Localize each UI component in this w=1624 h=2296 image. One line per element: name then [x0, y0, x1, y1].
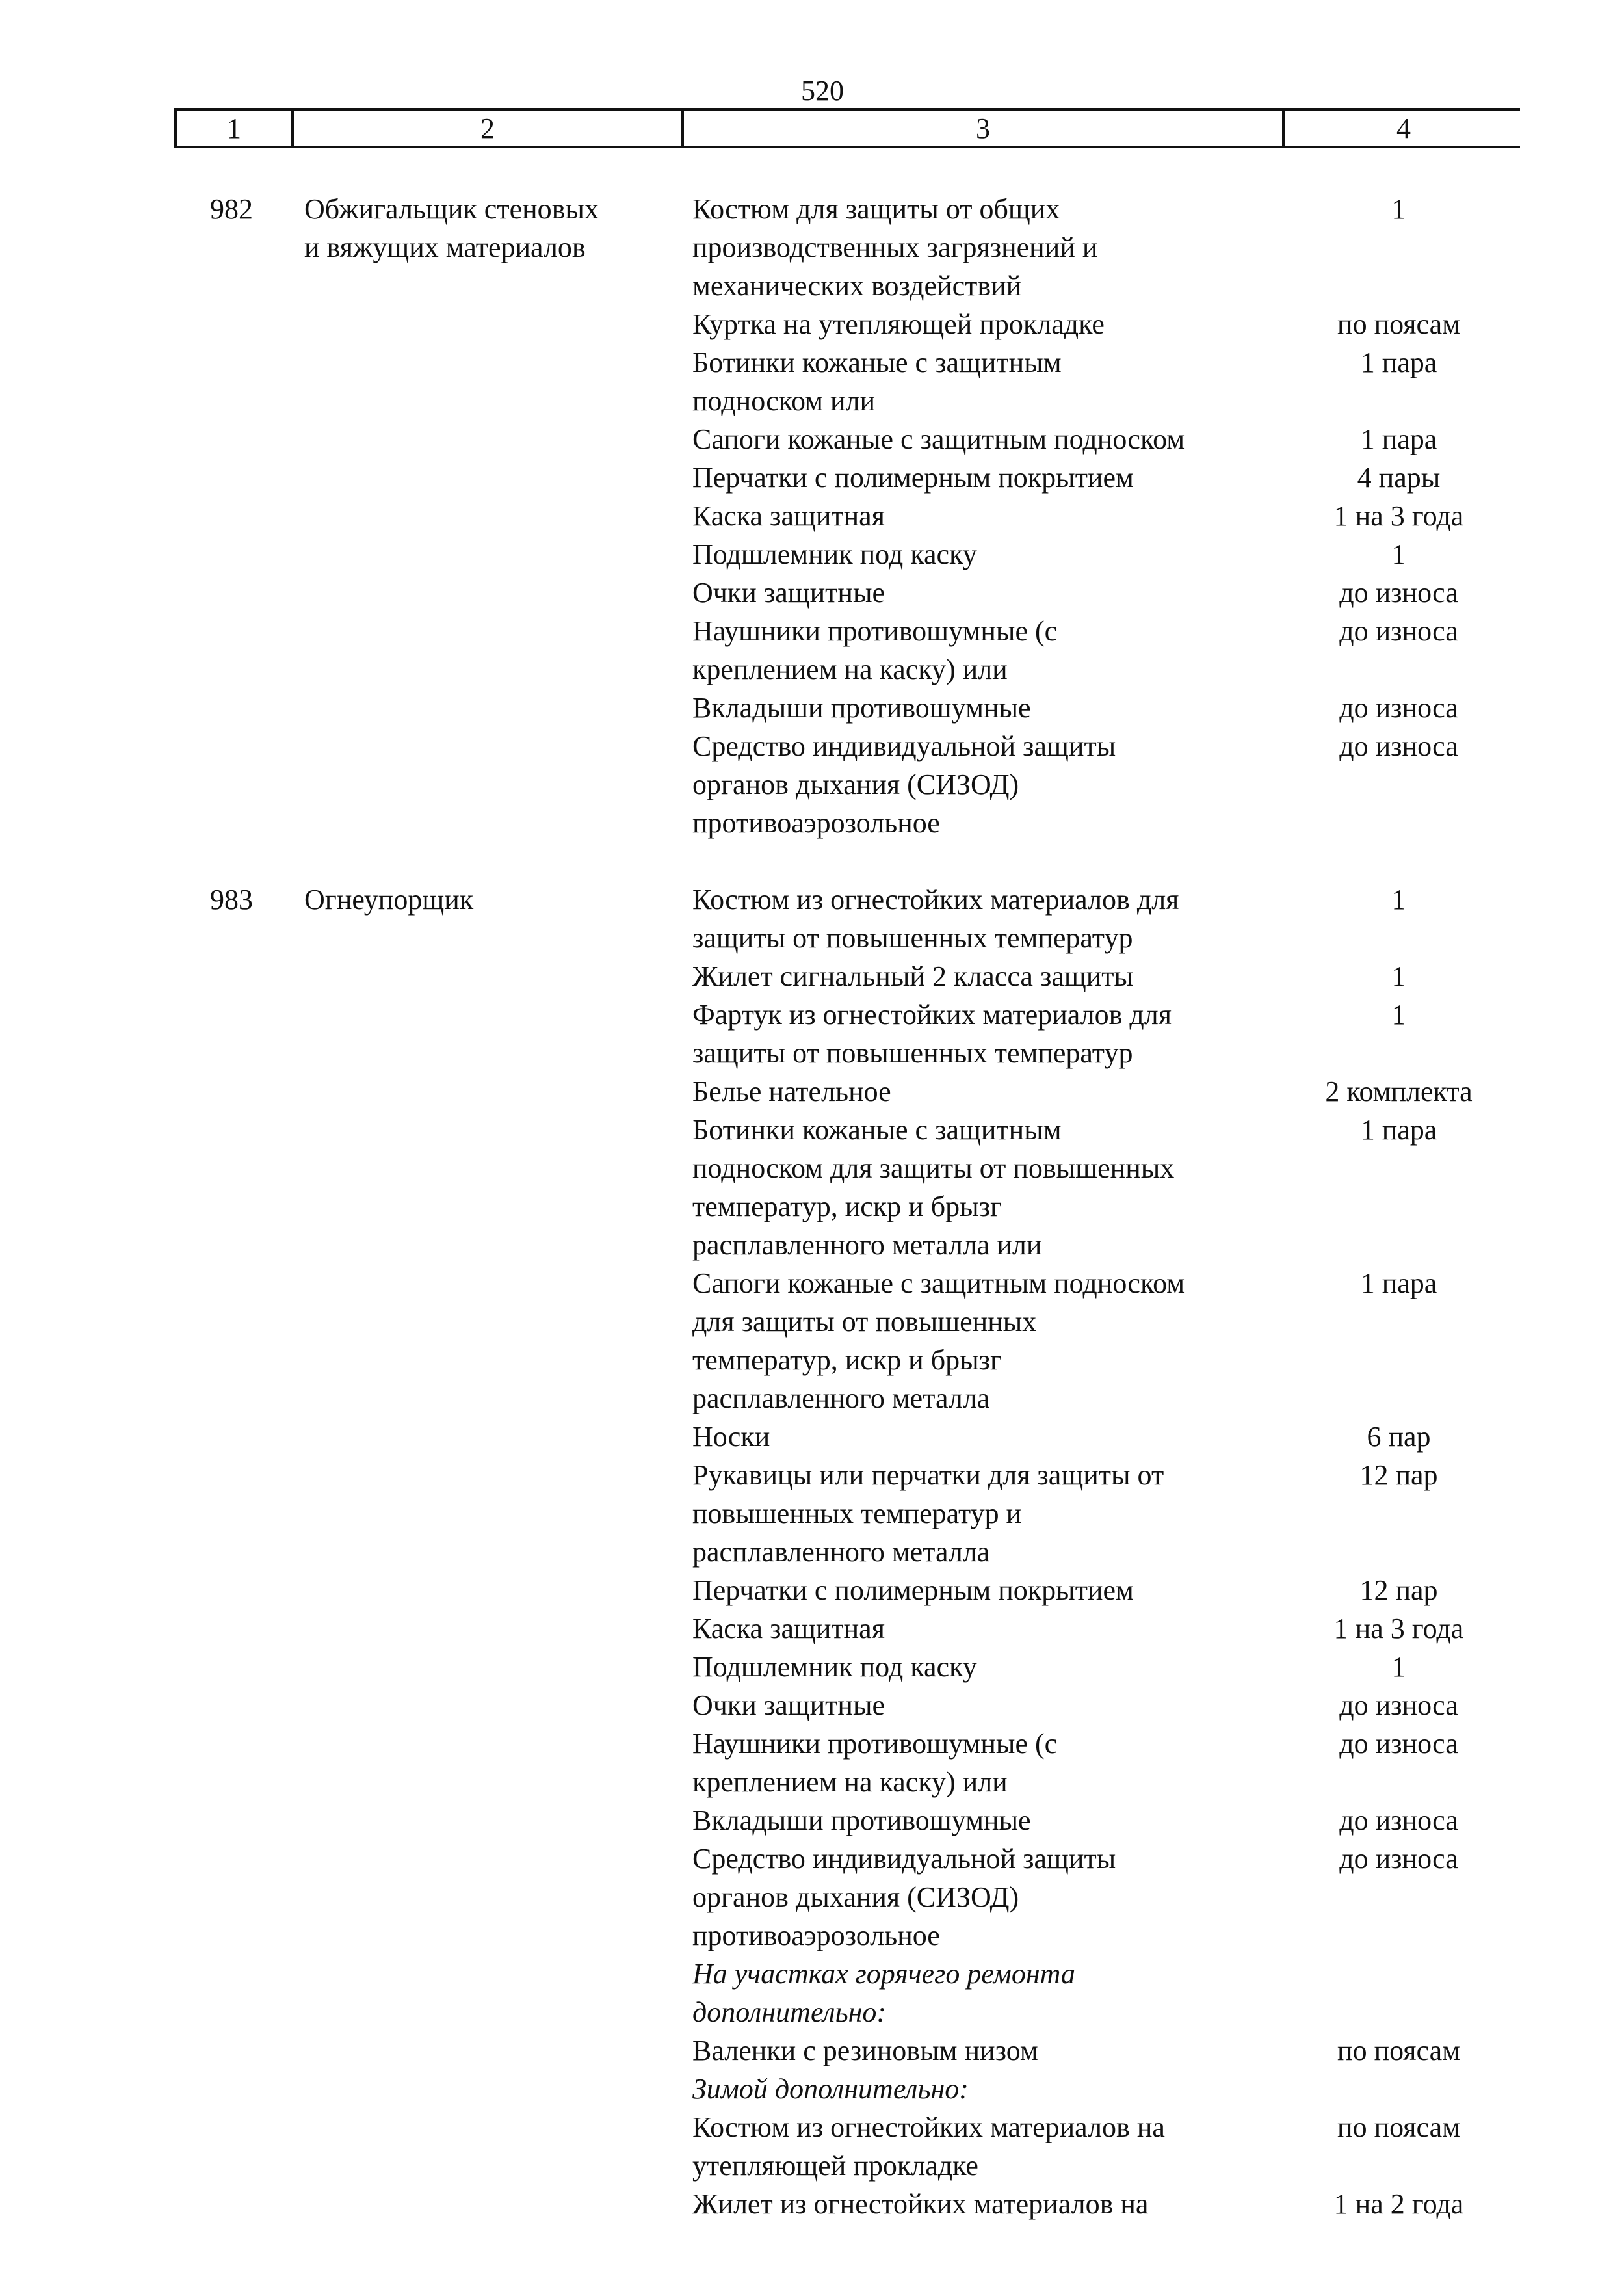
ppe-item-name [692, 1801, 1277, 1840]
ppe-item-quantity [1277, 2070, 1520, 2108]
ppe-item-name [692, 574, 1277, 612]
ppe-item-quantity: до износа [1339, 692, 1458, 724]
ppe-item-quantity: по поясам [1337, 308, 1460, 340]
ppe-item-quantity [1277, 1955, 1520, 2031]
page-number: 520 [801, 75, 844, 107]
ppe-item-name-line: органов дыхания (СИЗОД) [692, 769, 1019, 800]
ppe-item-name [692, 535, 1277, 574]
ppe-item-name [692, 727, 1277, 842]
ppe-item [692, 1571, 1520, 1609]
ppe-item-name [692, 1111, 1277, 1264]
ppe-item-name-line: Очки защитные [692, 577, 885, 609]
ppe-item-quantity: 1 на 3 года [1333, 500, 1464, 532]
ppe-item [692, 996, 1520, 1072]
ppe-item-name-line: Сапоги кожаные с защитным подноском [692, 423, 1185, 455]
ppe-item-name-line: Средство индивидуальной защиты [692, 1843, 1116, 1875]
ppe-item [692, 727, 1520, 842]
ppe-item-name-line: повышенных температур и [692, 1498, 1022, 1529]
column-header-4: 4 [1282, 111, 1523, 146]
ppe-item-quantity: до износа [1339, 1689, 1458, 1721]
ppe-list [692, 190, 1520, 842]
ppe-item-name [692, 2031, 1277, 2070]
ppe-item-name [692, 1264, 1277, 1418]
ppe-item-name-line: органов дыхания (СИЗОД) [692, 1881, 1019, 1913]
ppe-item-name-line: температур, искр и брызг [692, 1344, 1002, 1376]
ppe-item-name-line: Зимой дополнительно: [692, 2073, 969, 2105]
ppe-item-name [692, 1648, 1277, 1686]
ppe-item-name [692, 1686, 1277, 1724]
ppe-item-quantity: 12 пар [1359, 1574, 1438, 1606]
column-header-1: 1 [227, 112, 241, 144]
ppe-item-quantity: 1 на 3 года [1333, 1613, 1464, 1644]
ppe-item [692, 689, 1520, 727]
profession-name [304, 880, 668, 919]
ppe-item-quantity: 1 [1391, 999, 1406, 1031]
ppe-item-name [692, 343, 1277, 420]
ppe-item-quantity: 1 [1391, 538, 1406, 570]
ppe-item [692, 1264, 1520, 1418]
ppe-item-name-line: производственных загрязнений и [692, 231, 1098, 263]
ppe-item [692, 1072, 1520, 1111]
ppe-item [692, 343, 1520, 420]
ppe-item-name [692, 612, 1277, 689]
ppe-item-name-line: Сапоги кожаные с защитным подноском [692, 1267, 1185, 1299]
ppe-item-name-line: дополнительно: [692, 1996, 887, 2028]
ppe-item-quantity: до износа [1339, 730, 1458, 762]
ppe-item-name [692, 497, 1277, 535]
table-row [174, 880, 1520, 2223]
ppe-item-quantity: до износа [1339, 1843, 1458, 1875]
ppe-item [692, 1686, 1520, 1724]
ppe-item-name-line: Перчатки с полимерным покрытием [692, 462, 1134, 494]
ppe-item-name-line: Подшлемник под каску [692, 1651, 977, 1683]
ppe-item [692, 957, 1520, 996]
ppe-item-quantity: 2 комплекта [1325, 1075, 1473, 1107]
column-header-2: 2 [291, 111, 681, 146]
ppe-item-name [692, 1571, 1277, 1609]
ppe-item-quantity: 1 на 2 года [1333, 2188, 1464, 2220]
ppe-item [692, 2185, 1520, 2223]
ppe-item-name-line: Перчатки с полимерным покрытием [692, 1574, 1134, 1606]
ppe-item-name [692, 1840, 1277, 1955]
ppe-item-name-line: Каска защитная [692, 1613, 885, 1644]
profession-name-line: Огнеупорщик [304, 884, 474, 916]
ppe-item [692, 2031, 1520, 2070]
ppe-item-name-line: подноском или [692, 385, 876, 417]
ppe-item-name-line: расплавленного металла или [692, 1229, 1042, 1261]
ppe-item-name-line: Фартук из огнестойких материалов для [692, 999, 1172, 1031]
ppe-item-quantity: 6 пар [1367, 1421, 1431, 1453]
ppe-item-name-line: Наушники противошумные (с [692, 1728, 1058, 1760]
ppe-item-quantity: 1 пара [1360, 1114, 1437, 1146]
ppe-item-quantity: до износа [1339, 577, 1458, 609]
ppe-item [692, 305, 1520, 343]
ppe-item-name-line: Белье нательное [692, 1075, 891, 1107]
ppe-item-name-line: Жилет сигнальный 2 класса защиты [692, 960, 1134, 992]
ppe-item-name [692, 689, 1277, 727]
ppe-item-name-line: Подшлемник под каску [692, 538, 977, 570]
ppe-item-name-line: Ботинки кожаные с защитным [692, 347, 1062, 378]
ppe-item [692, 1609, 1520, 1648]
ppe-item-name-line: Костюм для защиты от общих [692, 193, 1060, 225]
ppe-item-name-line: противоаэрозольное [692, 807, 940, 839]
entry-number: 982 [210, 193, 253, 225]
ppe-item-name-line: Вкладыши противошумные [692, 1804, 1031, 1836]
ppe-item-name [692, 420, 1277, 458]
ppe-item [692, 1840, 1520, 1955]
ppe-item-name-line: Костюм из огнестойких материалов для [692, 884, 1179, 916]
ppe-item-name-line: температур, искр и брызг [692, 1191, 1002, 1222]
ppe-item-name [692, 1955, 1277, 2031]
ppe-item [692, 1418, 1520, 1456]
ppe-item-name-line: Ботинки кожаные с защитным [692, 1114, 1062, 1146]
profession-name [304, 190, 668, 267]
ppe-item [692, 1456, 1520, 1571]
profession-name-line: Обжигальщик стеновых [304, 193, 599, 225]
ppe-item-quantity: 12 пар [1359, 1459, 1438, 1491]
ppe-item-name-line: Наушники противошумные (с [692, 615, 1058, 647]
ppe-item-name-line: Валенки с резиновым низом [692, 2035, 1038, 2066]
ppe-item-name-line: На участках горячего ремонта [692, 1958, 1075, 1990]
ppe-item-name-line: расплавленного металла [692, 1536, 990, 1568]
table-row [174, 190, 1520, 842]
ppe-item-quantity: 1 пара [1360, 1267, 1437, 1299]
ppe-item [692, 497, 1520, 535]
ppe-item-name-line: Каска защитная [692, 500, 885, 532]
ppe-item-name-line: Жилет из огнестойких материалов на [692, 2188, 1149, 2220]
ppe-item-quantity: 1 [1391, 960, 1406, 992]
ppe-item-quantity: по поясам [1337, 2111, 1460, 2143]
ppe-item-name-line: Очки защитные [692, 1689, 885, 1721]
section-note [692, 2070, 1520, 2108]
ppe-item [692, 420, 1520, 458]
ppe-item-name [692, 190, 1277, 305]
ppe-item-name-line: Костюм из огнестойких материалов на [692, 2111, 1165, 2143]
ppe-item-quantity: до износа [1339, 1728, 1458, 1760]
ppe-item-name [692, 1418, 1277, 1456]
ppe-item-name-line: механических воздействий [692, 270, 1022, 302]
ppe-item-name-line: Носки [692, 1421, 770, 1453]
ppe-item-name-line: креплением на каску) или [692, 653, 1008, 685]
ppe-item-name [692, 1609, 1277, 1648]
ppe-item [692, 612, 1520, 689]
ppe-item-name [692, 996, 1277, 1072]
ppe-item-name-line: утепляющей прокладке [692, 2150, 978, 2182]
ppe-item [692, 190, 1520, 305]
ppe-item-quantity: 1 пара [1360, 347, 1437, 378]
ppe-item-name [692, 2185, 1277, 2223]
ppe-item [692, 1648, 1520, 1686]
table-header [174, 108, 1520, 148]
entry-number: 983 [210, 884, 253, 916]
ppe-item-quantity: по поясам [1337, 2035, 1460, 2066]
ppe-item-name-line: Средство индивидуальной защиты [692, 730, 1116, 762]
ppe-item-name [692, 1724, 1277, 1801]
ppe-item [692, 458, 1520, 497]
ppe-item [692, 1724, 1520, 1801]
ppe-item [692, 535, 1520, 574]
ppe-item-name [692, 305, 1277, 343]
entries-table-body [174, 190, 1520, 2262]
column-header-3: 3 [681, 111, 1282, 146]
ppe-item [692, 574, 1520, 612]
ppe-item [692, 1111, 1520, 1264]
profession-name-line: и вяжущих материалов [304, 231, 586, 263]
ppe-item-quantity: 1 [1391, 1651, 1406, 1683]
ppe-item-quantity: 1 пара [1360, 423, 1437, 455]
ppe-item-name-line: для защиты от повышенных [692, 1306, 1037, 1338]
ppe-item-name-line: Вкладыши противошумные [692, 692, 1031, 724]
ppe-item-name-line: Рукавицы или перчатки для защиты от [692, 1459, 1164, 1491]
ppe-item-quantity: 4 пары [1357, 462, 1441, 494]
ppe-item [692, 880, 1520, 957]
ppe-item-quantity: 1 [1391, 884, 1406, 916]
ppe-item-name-line: подноском для защиты от повышенных [692, 1152, 1175, 1184]
ppe-item-quantity: до износа [1339, 1804, 1458, 1836]
ppe-item-quantity: 1 [1391, 193, 1406, 225]
ppe-item-name [692, 2070, 1277, 2108]
ppe-item-name [692, 1456, 1277, 1571]
ppe-item-name [692, 957, 1277, 996]
ppe-item [692, 2108, 1520, 2185]
ppe-list [692, 880, 1520, 2223]
section-note [692, 1955, 1520, 2031]
ppe-item-name [692, 458, 1277, 497]
ppe-item-quantity: до износа [1339, 615, 1458, 647]
ppe-item-name-line: защиты от повышенных температур [692, 1037, 1133, 1069]
ppe-item-name [692, 880, 1277, 957]
ppe-item-name [692, 2108, 1277, 2185]
ppe-item [692, 1801, 1520, 1840]
ppe-item-name-line: противоаэрозольное [692, 1920, 940, 1951]
ppe-item-name-line: креплением на каску) или [692, 1766, 1008, 1798]
ppe-item-name-line: Куртка на утепляющей прокладке [692, 308, 1105, 340]
ppe-item-name-line: защиты от повышенных температур [692, 922, 1133, 954]
ppe-item-name-line: расплавленного металла [692, 1382, 990, 1414]
ppe-item-name [692, 1072, 1277, 1111]
